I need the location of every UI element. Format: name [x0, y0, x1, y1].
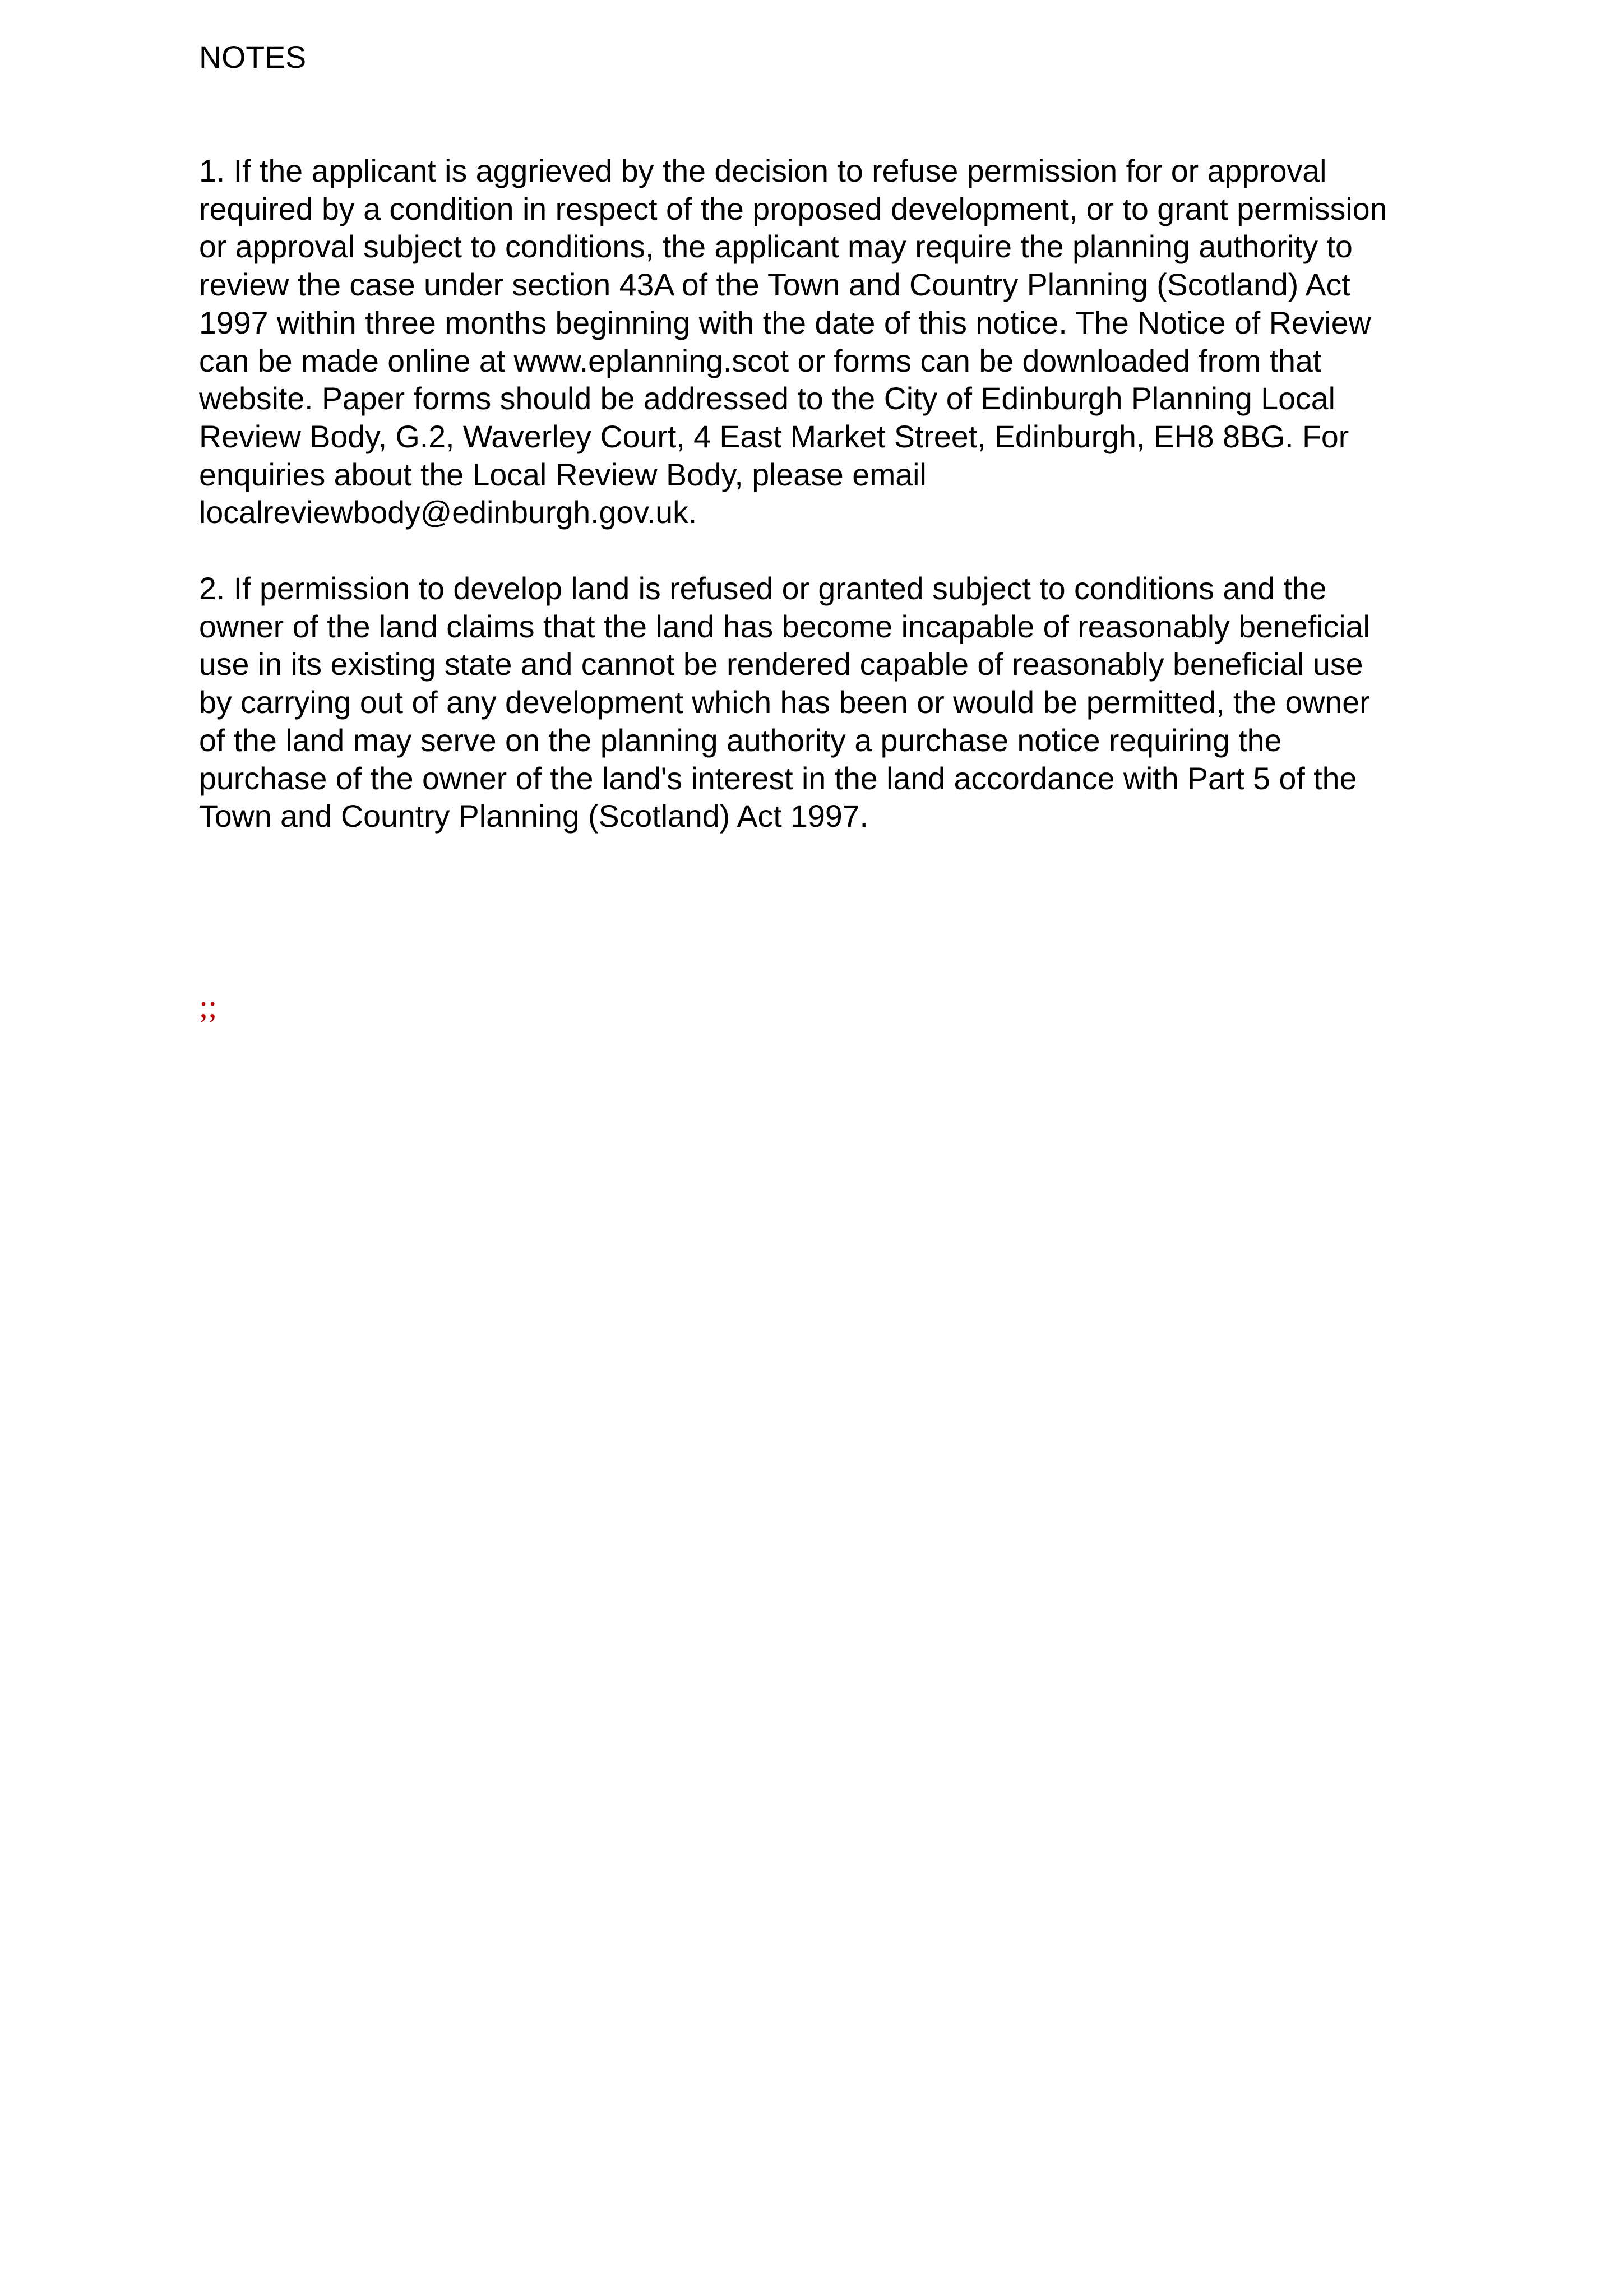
note-paragraph-1: 1. If the applicant is aggrieved by the decision to refuse permission for or approval required by a condition in respect of the proposed development, or to grant permission or approval subject to conditions, the applicant may require the planning authority to review the case under section 43A of the Town and Country Planning (Scotland) Act 1997 within three months beginning with the date of this notice. The Notice of Review can be made online at www.eplanning.scot or forms can be downloaded from that website. Paper forms should be addressed to the City of Edinburgh Planning Local Review Body, G.2, Waverley Court, 4 East Market Street, Edinburgh, EH8 8BG. For enquiries about the Local Review Body, please email localreviewbody@edinburgh.gov.uk. [199, 154, 1387, 530]
red-marker-text: ;; [199, 988, 218, 1025]
note-paragraph-2: 2. If permission to develop land is refused or granted subject to conditions and the owner of the land claims that the land has become incapable of reasonably beneficial use in its existing state and cannot be rendered capable of reasonably beneficial use by carrying out of any development which has been or would be permitted, the owner of the land may serve on the planning authority a purchase notice requiring the purchase of the owner of the land's interest in the land accordance with Part 5 of the Town and Country Planning (Scotland) Act 1997. [199, 571, 1370, 834]
notes-heading: NOTES [199, 40, 307, 75]
